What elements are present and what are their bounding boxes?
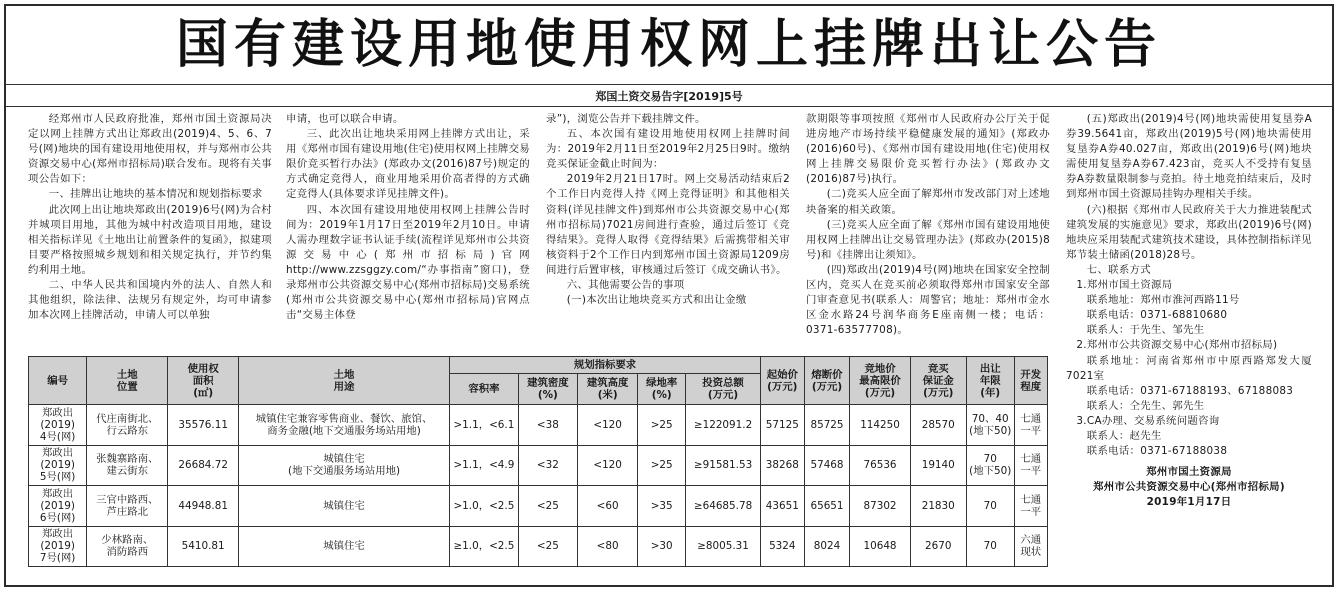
section-heading-6: 六、其他需要公告的事项 (566, 279, 685, 292)
cell-dev: 六通 现状 (1014, 526, 1047, 567)
cell-dev: 七通 一平 (1014, 405, 1047, 446)
cell-height: <80 (577, 526, 637, 567)
title-divider (6, 84, 1332, 85)
text-column-1 (28, 112, 272, 323)
header-max-price: 竞地价 最高限价 (万元) (850, 357, 910, 405)
cell-green: >25 (638, 445, 686, 486)
cell-term: 70 (966, 526, 1014, 567)
cell-invest: ≥64685.78 (686, 486, 761, 527)
item-4-paragraph: (四)郑政出(2019)4号(网)地块在国家安全控制区内，竞买人在竞买前必须取得郑州市国家安全部门审查意见书(联系人：周警官；地址：郑州市金水区金水路24号润华商务E座南侧一楼；电话：0371-63577708)。 (806, 263, 1050, 337)
table-row (29, 486, 1048, 527)
cell-id: 郑政出 (2019) 7号(网) (29, 526, 87, 567)
cell-use: 城镇住宅 (地下交通服务场站用地) (239, 445, 450, 486)
cell-fuse-price: 8024 (804, 526, 850, 567)
cell-invest: ≥8005.31 (686, 526, 761, 567)
cell-green: >30 (638, 526, 686, 567)
cell-deposit: 28570 (910, 405, 966, 446)
header-planning: 规划指标要求 (450, 357, 761, 374)
subtitle-divider (6, 106, 1332, 107)
cell-deposit: 21830 (910, 486, 966, 527)
cell-height: <60 (577, 486, 637, 527)
cell-max-price: 10648 (850, 526, 910, 567)
document-number: 郑国土资交易告字[2019]5号 (595, 90, 743, 103)
page-title: 国有建设用地使用权网上挂牌出让公告 (175, 14, 1162, 75)
cell-deposit: 19140 (910, 445, 966, 486)
cell-area: 44948.81 (168, 486, 239, 527)
header-deposit: 竞买 保证金 (万元) (910, 357, 966, 405)
cell-green: >25 (638, 405, 686, 446)
contact-phone-1: 联系电话：0371-68810680 (1086, 309, 1228, 322)
contact-org-2: 2.郑州市公共资源交易中心(郑州市招标局) (1076, 339, 1278, 352)
cell-dev: 七通 一平 (1014, 486, 1047, 527)
cell-start-price: 38268 (760, 445, 804, 486)
cell-term: 70 (地下50) (966, 445, 1014, 486)
header-area: 使用权 面积 (㎡) (168, 357, 239, 405)
cell-term: 70 (966, 486, 1014, 527)
text-column-3 (546, 112, 790, 308)
intro-paragraph: 经郑州市人民政府批准，郑州市国土资源局决定以网上挂牌方式出让郑政出(2019)4、5、6、7号(网)地块的国有建设用地使用权，并与郑州市公共资源交易中心(郑州市招标局)联合发布。现将有关事项公告如下： (28, 113, 272, 186)
contact-address-1: 联系地址：郑州市淮河西路11号 (1086, 294, 1240, 307)
item-2-paragraph: (二)竞买人应全面了解郑州市发改部门对上述地块备案的相关政策。 (806, 188, 1050, 216)
cell-use: 城镇住宅 (239, 526, 450, 567)
header-density: 建筑密度 (%) (518, 374, 577, 405)
table-row (29, 405, 1048, 446)
cell-area: 35576.11 (168, 405, 239, 446)
contact-address-2: 联系地址：河南省郑州市中原西路郑发大厦7021室 (1066, 354, 1312, 382)
header-invest: 投资总额 (万元) (686, 374, 761, 405)
cell-location: 少林路南、 消防路西 (87, 526, 168, 567)
cell-term: 70、40 (地下50) (966, 405, 1014, 446)
cell-start-price: 57125 (760, 405, 804, 446)
cell-deposit: 2670 (910, 526, 966, 567)
cell-area: 5410.81 (168, 526, 239, 567)
section-1-paragraph: 此次网上出让地块郑政出(2019)6号(网)为合村并城项目用地，其他为城中村改造项目用地，建设相关指标详见《土地出让前置条件的复函》，拟建项目要严格按照城乡规划和相关规定执行，并节约集约利用土地。 (28, 203, 272, 276)
item-3-paragraph: (三)竞买人应全面了解《郑州市国有建设用地使用权网上挂牌出让交易管理办法》(郑政办(2015)8号)和《挂牌出让须知》。 (806, 218, 1050, 261)
contact-org-1: 1.郑州市国土资源局 (1076, 279, 1173, 292)
cell-fuse-price: 57468 (804, 445, 850, 486)
text-column-4 (806, 112, 1050, 338)
item-6-paragraph: (六)根据《郑州市人民政府关于大力推进装配式建筑发展的实施意见》要求，郑政出(2019)6号(网)地块应采用装配式建筑技术建设，具体控制指标详见郑节装土储函(2018)28号。 (1066, 203, 1312, 261)
cell-green: >35 (638, 486, 686, 527)
text-column-5 (1066, 112, 1312, 510)
continued-paragraph: 申请，也可以联合申请。 (286, 113, 404, 125)
cell-density: <32 (518, 445, 577, 486)
table-row (29, 526, 1048, 567)
cell-dev: 七通 一平 (1014, 445, 1047, 486)
cell-use: 城镇住宅 (239, 486, 450, 527)
text-column-2 (286, 112, 530, 323)
header-location: 土地 位置 (87, 357, 168, 405)
header-green: 绿地率 (%) (638, 374, 686, 405)
cell-area: 26684.72 (168, 445, 239, 486)
contact-phone-3: 联系电话：0371-67188038 (1086, 445, 1228, 458)
cell-location: 三官中路西、 芦庄路北 (87, 486, 168, 527)
table-row (29, 445, 1048, 486)
continued-paragraph: 录”)，浏览公告并下载挂牌文件。 (546, 113, 706, 125)
section-heading-1: 一、挂牌出让地块的基本情况和规划指标要求 (48, 188, 263, 201)
header-use: 土地 用途 (239, 357, 450, 405)
cell-location: 代庄南街北、 行云路东 (87, 405, 168, 446)
cell-fuse-price: 65651 (804, 486, 850, 527)
continued-paragraph: 款期限等事项按照《郑州市人民政府办公厅关于促进房地产市场持续平稳健康发展的通知》(郑政办(2016)60号)、《郑州市国有建设用地(住宅)使用权网上挂牌交易限价竞买暂行办法》(郑政办文(2016)87号)执行。 (806, 113, 1050, 186)
cell-far: >1.0，<2.5 (450, 486, 519, 527)
header-far: 容积率 (450, 374, 519, 405)
cell-height: <120 (577, 405, 637, 446)
section-4-paragraph: 四、本次国有建设用地使用权网上挂牌公告时间为：2019年1月17日至2019年2月10日。申请人需办理数字证书认证手续(流程详见郑州市公共资源交易中心(郑州市招标局)官网 http://www.zzsggzy.com/“办事指南”窗口)，登录郑州市公共资源交易中心(郑州市招标局)交易系统(郑州市公共资源交易中心(郑州市招标局)官网点击“交易主体登 (286, 203, 530, 322)
item-5-paragraph: (五)郑政出(2019)4号(网)地块需使用复垦券A券39.5641亩，郑政出(2019)5号(网)地块需使用复垦券A券40.027亩，郑政出(2019)6号(网)地块需使用复垦券A券67.423亩，竞买人不受持有复垦券A券数量限制参与竞拍。待土地竞拍结束后，及时到郑州市国土资源局挂钩办理相关手续。 (1066, 113, 1312, 201)
cell-far: >1.1，<6.1 (450, 405, 519, 446)
header-fuse-price: 熔断价 (万元) (804, 357, 850, 405)
cell-max-price: 87302 (850, 486, 910, 527)
contact-person-1: 联系人：于先生、邹先生 (1086, 324, 1205, 337)
signer-2: 郑州市公共资源交易中心(郑州市招标局) (1093, 481, 1285, 494)
cell-start-price: 5324 (760, 526, 804, 567)
cell-max-price: 76536 (850, 445, 910, 486)
cell-id: 郑政出 (2019) 5号(网) (29, 445, 87, 486)
cell-density: <25 (518, 526, 577, 567)
cell-invest: ≥91581.53 (686, 445, 761, 486)
signer-1: 郑州市国土资源局 (1146, 466, 1232, 479)
cell-invest: ≥122091.2 (686, 405, 761, 446)
cell-use: 城镇住宅兼容零售商业、餐饮、旅馆、 商务金融(地下交通服务场站用地) (239, 405, 450, 446)
contact-person-2: 联系人：仝先生、郭先生 (1086, 399, 1205, 412)
item-1-paragraph: (一)本次出让地块竞买方式和出让金缴 (566, 294, 747, 307)
cell-far: >1.1，<4.9 (450, 445, 519, 486)
land-parcel-table (28, 356, 1048, 567)
section-3-paragraph: 三、此次出让地块采用网上挂牌方式出让，采用《郑州市国有建设用地(住宅)使用权网上挂牌交易限价竞买暂行办法》(郑政办文(2016)87号)规定的方式确定竞得人，商业用地采用价高者得的方式确定竞得人(具体要求详见挂牌文件)。 (286, 128, 530, 201)
header-height: 建筑高度 (米) (577, 374, 637, 405)
header-term: 出让 年限 (年) (966, 357, 1014, 405)
cell-start-price: 43651 (760, 486, 804, 527)
section-5-paragraph: 五、本次国有建设用地使用权网上挂牌时间为：2019年2月11日至2019年2月25日9时。缴纳竞买保证金截止时间为： (546, 128, 790, 171)
contact-org-3: 3.CA办理、交易系统问题咨询 (1076, 414, 1220, 427)
cell-location: 张魏寨路南、 建云街东 (87, 445, 168, 486)
cell-max-price: 114250 (850, 405, 910, 446)
section-5-detail: 2019年2月21日17时。网上交易活动结束后2个工作日内竞得人持《网上竞得证明》和其他相关资料(详见挂牌文件)到郑州市公共资源交易中心(郑州市招标局)7021房间进行查验，通过后签订《竞得结果》。竞得人取得《竞得结果》后需携带相关审核资料于2个工作日内到郑州市国土资源局1209房间进行后置审核，审核通过后签订《成交确认书》。 (546, 173, 790, 276)
section-heading-7: 七、联系方式 (1086, 263, 1151, 276)
header-start-price: 起始价 (万元) (760, 357, 804, 405)
cell-far: ≥1.0，<2.5 (450, 526, 519, 567)
header-dev: 开发 程度 (1014, 357, 1047, 405)
announcement-date: 2019年1月17日 (1146, 496, 1232, 509)
contact-person-3: 联系人：赵先生 (1086, 429, 1162, 442)
section-2-paragraph: 二、中华人民共和国境内外的法人、自然人和其他组织，除法律、法规另有规定外，均可申请参加本次网上挂牌活动，申请人可以单独 (28, 279, 272, 322)
cell-density: <38 (518, 405, 577, 446)
cell-density: <25 (518, 486, 577, 527)
header-id: 编号 (29, 357, 87, 405)
cell-height: <120 (577, 445, 637, 486)
cell-id: 郑政出 (2019) 4号(网) (29, 405, 87, 446)
contact-phone-2: 联系电话：0371-67188193、67188083 (1086, 384, 1294, 397)
cell-fuse-price: 85725 (804, 405, 850, 446)
cell-id: 郑政出 (2019) 6号(网) (29, 486, 87, 527)
